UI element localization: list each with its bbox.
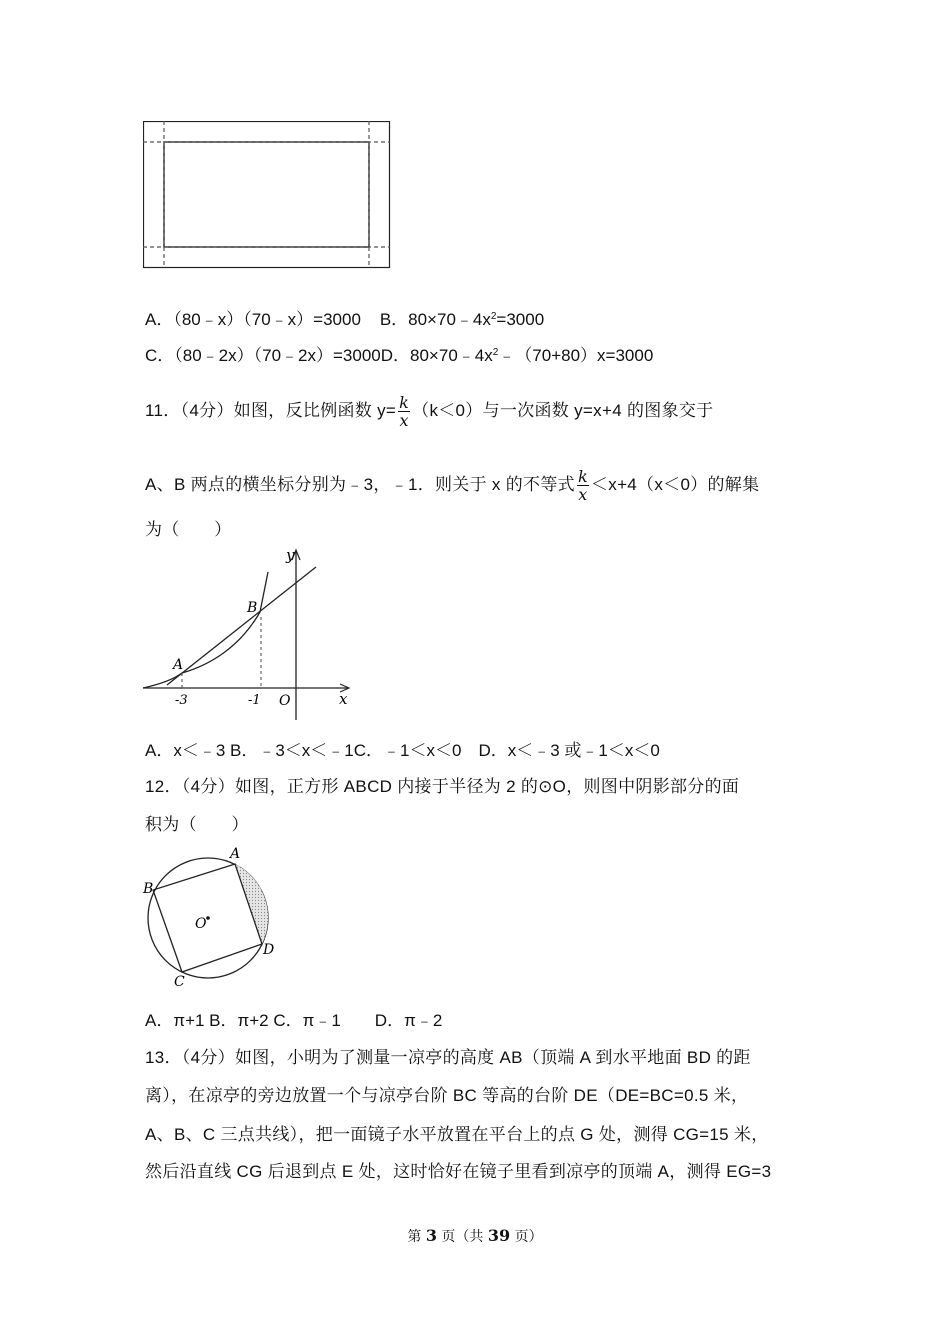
q12-stem-line2: 积为（ ）	[145, 815, 249, 834]
q11-stem-line1: 11．（4分）如图，反比例函数 y= $\frac{k}{x}$ （k＜0）与一次函数 y=x+4 的图象交于	[145, 393, 714, 430]
q11-label-x: x	[339, 690, 348, 708]
footer-total-pages: 39	[487, 1226, 511, 1245]
q11-label-a: A	[173, 657, 184, 673]
q12-label-a: A	[230, 846, 241, 862]
q10-option-b-tail: =3000	[496, 310, 545, 329]
q11-graph-figure	[140, 542, 360, 722]
q10-option-c-exponent: 2	[492, 347, 499, 358]
q11-fraction-k-over-x-2: $\frac{k}{x}$	[577, 467, 588, 504]
q10-option-a: A．（80﹣x）（70﹣x）=3000	[145, 310, 361, 329]
q11-tick-minus3: -3	[175, 693, 188, 708]
q12-label-c: C	[174, 974, 185, 990]
q10-options-ab	[145, 309, 544, 331]
q10-option-b-exponent: 2	[490, 311, 497, 322]
q10-option-c: C．（80﹣2x）（70﹣2x）=3000D．80×70﹣4x	[145, 346, 493, 365]
q11-options: A．x＜﹣3 B．﹣3＜x＜﹣1C．﹣1＜x＜0 D．x＜﹣3 或﹣1＜x＜0	[145, 741, 660, 760]
q12-label-b: B	[143, 881, 154, 897]
q11-label-origin: O	[279, 693, 291, 709]
q11-label-b: B	[247, 600, 258, 616]
q10-option-c-tail: ﹣（70+80）x=3000	[498, 346, 654, 365]
q11-fraction-k-over-x: $\frac{k}{x}$	[399, 393, 410, 430]
q13-stem-line1: 13．（4分）如图，小明为了测量一凉亭的高度 AB（顶端 A 到水平地面 BD 的距	[145, 1048, 751, 1067]
q12-stem-line1: 12．（4分）如图，正方形 ABCD 内接于半径为 2 的⊙O，则图中阴影部分的面	[145, 777, 740, 796]
page-footer: 第 3 页（共 39 页）	[407, 1226, 543, 1245]
q10-option-b: B．80×70﹣4x	[379, 310, 491, 329]
q12-circle-figure	[140, 842, 280, 990]
q13-stem-line2: 离），在凉亭的旁边放置一个与凉亭台阶 BC 等高的台阶 DE（DE=BC=0.5 米，	[145, 1086, 749, 1105]
q10-options-cd	[145, 345, 653, 367]
q12-options: A．π+1 B．π+2 C．π﹣1 D．π﹣2	[145, 1011, 443, 1030]
footer-page-number: 3	[425, 1226, 437, 1245]
q12-label-o: O	[195, 916, 207, 932]
q12-label-d: D	[263, 942, 275, 958]
q11-stem-line3: 为（ ）	[145, 520, 232, 539]
q10-rectangle-figure	[143, 121, 391, 269]
q13-stem-line4: 然后沿直线 CG 后退到点 E 处，这时恰好在镜子里看到凉亭的顶端 A，测得 EG=3	[145, 1162, 772, 1181]
q11-tick-minus1: -1	[248, 693, 261, 708]
q13-stem-line3: A、B、C 三点共线），把一面镜子水平放置在平台上的点 G 处，测得 CG=15 米，	[145, 1125, 769, 1144]
q11-label-y: y	[286, 546, 295, 564]
q11-stem-line2: A、B 两点的横坐标分别为﹣3，﹣1．则关于 x 的不等式 $\frac{k}{x}$ ＜x+4（x＜0）的解集	[145, 467, 760, 504]
